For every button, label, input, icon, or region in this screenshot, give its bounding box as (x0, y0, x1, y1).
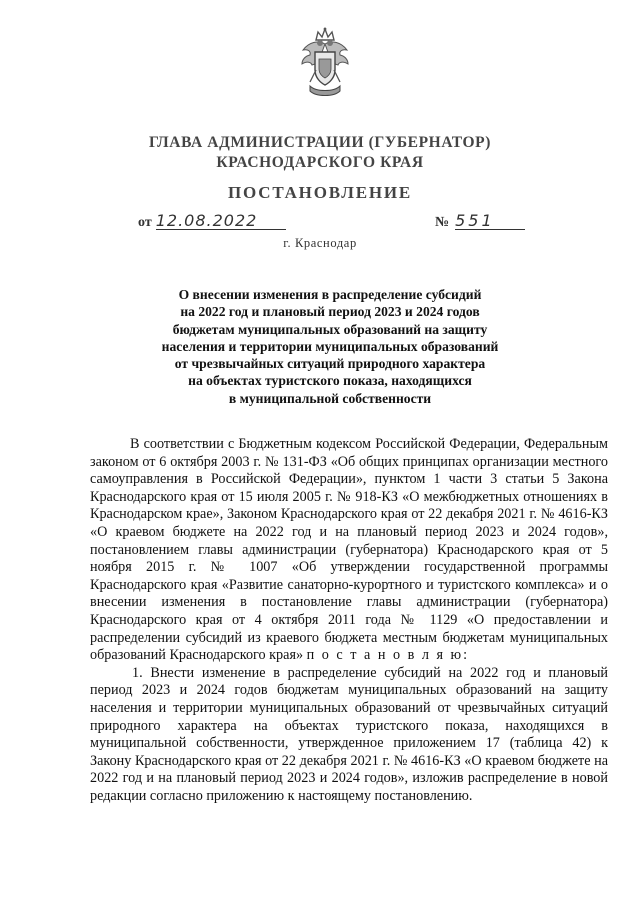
number-field (435, 213, 525, 231)
title-line: на объектах туристского показа, находящихся (188, 373, 472, 389)
preamble-text: В соответствии с Бюджетным кодексом Российской Федерации, Федеральным законом от 6 октября 2003 г. № 131-ФЗ «Об общих принципах организации местного самоуправления в Российской Федерации», пунктом 1 части 3 статьи 5 Закона Краснодарского края от 15 июля 2005 г. № 918-КЗ «О межбюджетных отношениях в Краснодарском крае», Законом Краснодарского края от 22 декабря 2021 г. № 4616-КЗ «О краевом бюджете на 2022 год и на плановый период 2023 и 2024 годов», постановлением главы администрации (губернатора) Краснодарского края от 5 ноября 2015 г. № 1007 «Об утверждении государственной программы Краснодарского края «Развитие санаторно-курортного и туристского комплекса» и о внесении изменения в постановление главы администрации (губернатора) Краснодарского края от 4 октября 2011 года № 1129 «О предоставлении и распределении субсидий из краевого бюджета местным бюджетам муниципальных образований Краснодарского края» (90, 436, 608, 664)
number-prefix: № (435, 215, 450, 230)
coat-of-arms-icon (296, 26, 354, 100)
title-line: О внесении изменения в распределение субсидий (178, 287, 482, 302)
title-line: бюджетам муниципальных образований на защиту (172, 321, 488, 337)
org-name-line2: КРАСНОДАРСКОГО КРАЯ (216, 154, 424, 171)
document-title (140, 286, 520, 407)
title-line: от чрезвычайных ситуаций природного характера (174, 356, 486, 372)
decree-word: п о с т а н о в л я ю: (306, 647, 470, 664)
org-name-line1: ГЛАВА АДМИНИСТРАЦИИ (ГУБЕРНАТОР) (149, 134, 491, 151)
date-field (138, 213, 286, 231)
preamble-paragraph (90, 436, 608, 665)
date-value: 12.08.2022 (156, 213, 286, 230)
city: г. Краснодар (283, 236, 357, 250)
date-prefix: от (138, 215, 152, 230)
title-line: в муниципальной собственности (228, 390, 432, 406)
title-line: на 2022 год и плановый период 2023 и 2024 годов (180, 304, 480, 320)
title-line: населения и территории муниципальных образований (161, 338, 499, 354)
document-body (90, 436, 608, 805)
item-1-paragraph: 1. Внести изменение в распределение субсидий на 2022 год и плановый период 2023 и 2024 годов бюджетам муниципальных образований на защиту населения и территории муниципальных образований от чрезвычайных ситуаций природного характера на объектах туристского показа, находящихся в муниципальной собственности, утвержденное приложением 17 (таблица 42) к Закону Краснодарского края от 22 декабря 2021 г. № 4616-КЗ «О краевом бюджете на 2022 год и на плановый период 2023 и 2024 годов», изложив распределение в новой редакции согласно приложению к настоящему постановлению. (90, 664, 608, 804)
document-type: ПОСТАНОВЛЕНИЕ (227, 183, 413, 202)
number-value: 551 (455, 213, 525, 230)
coat-of-arms-emblem (296, 26, 354, 100)
